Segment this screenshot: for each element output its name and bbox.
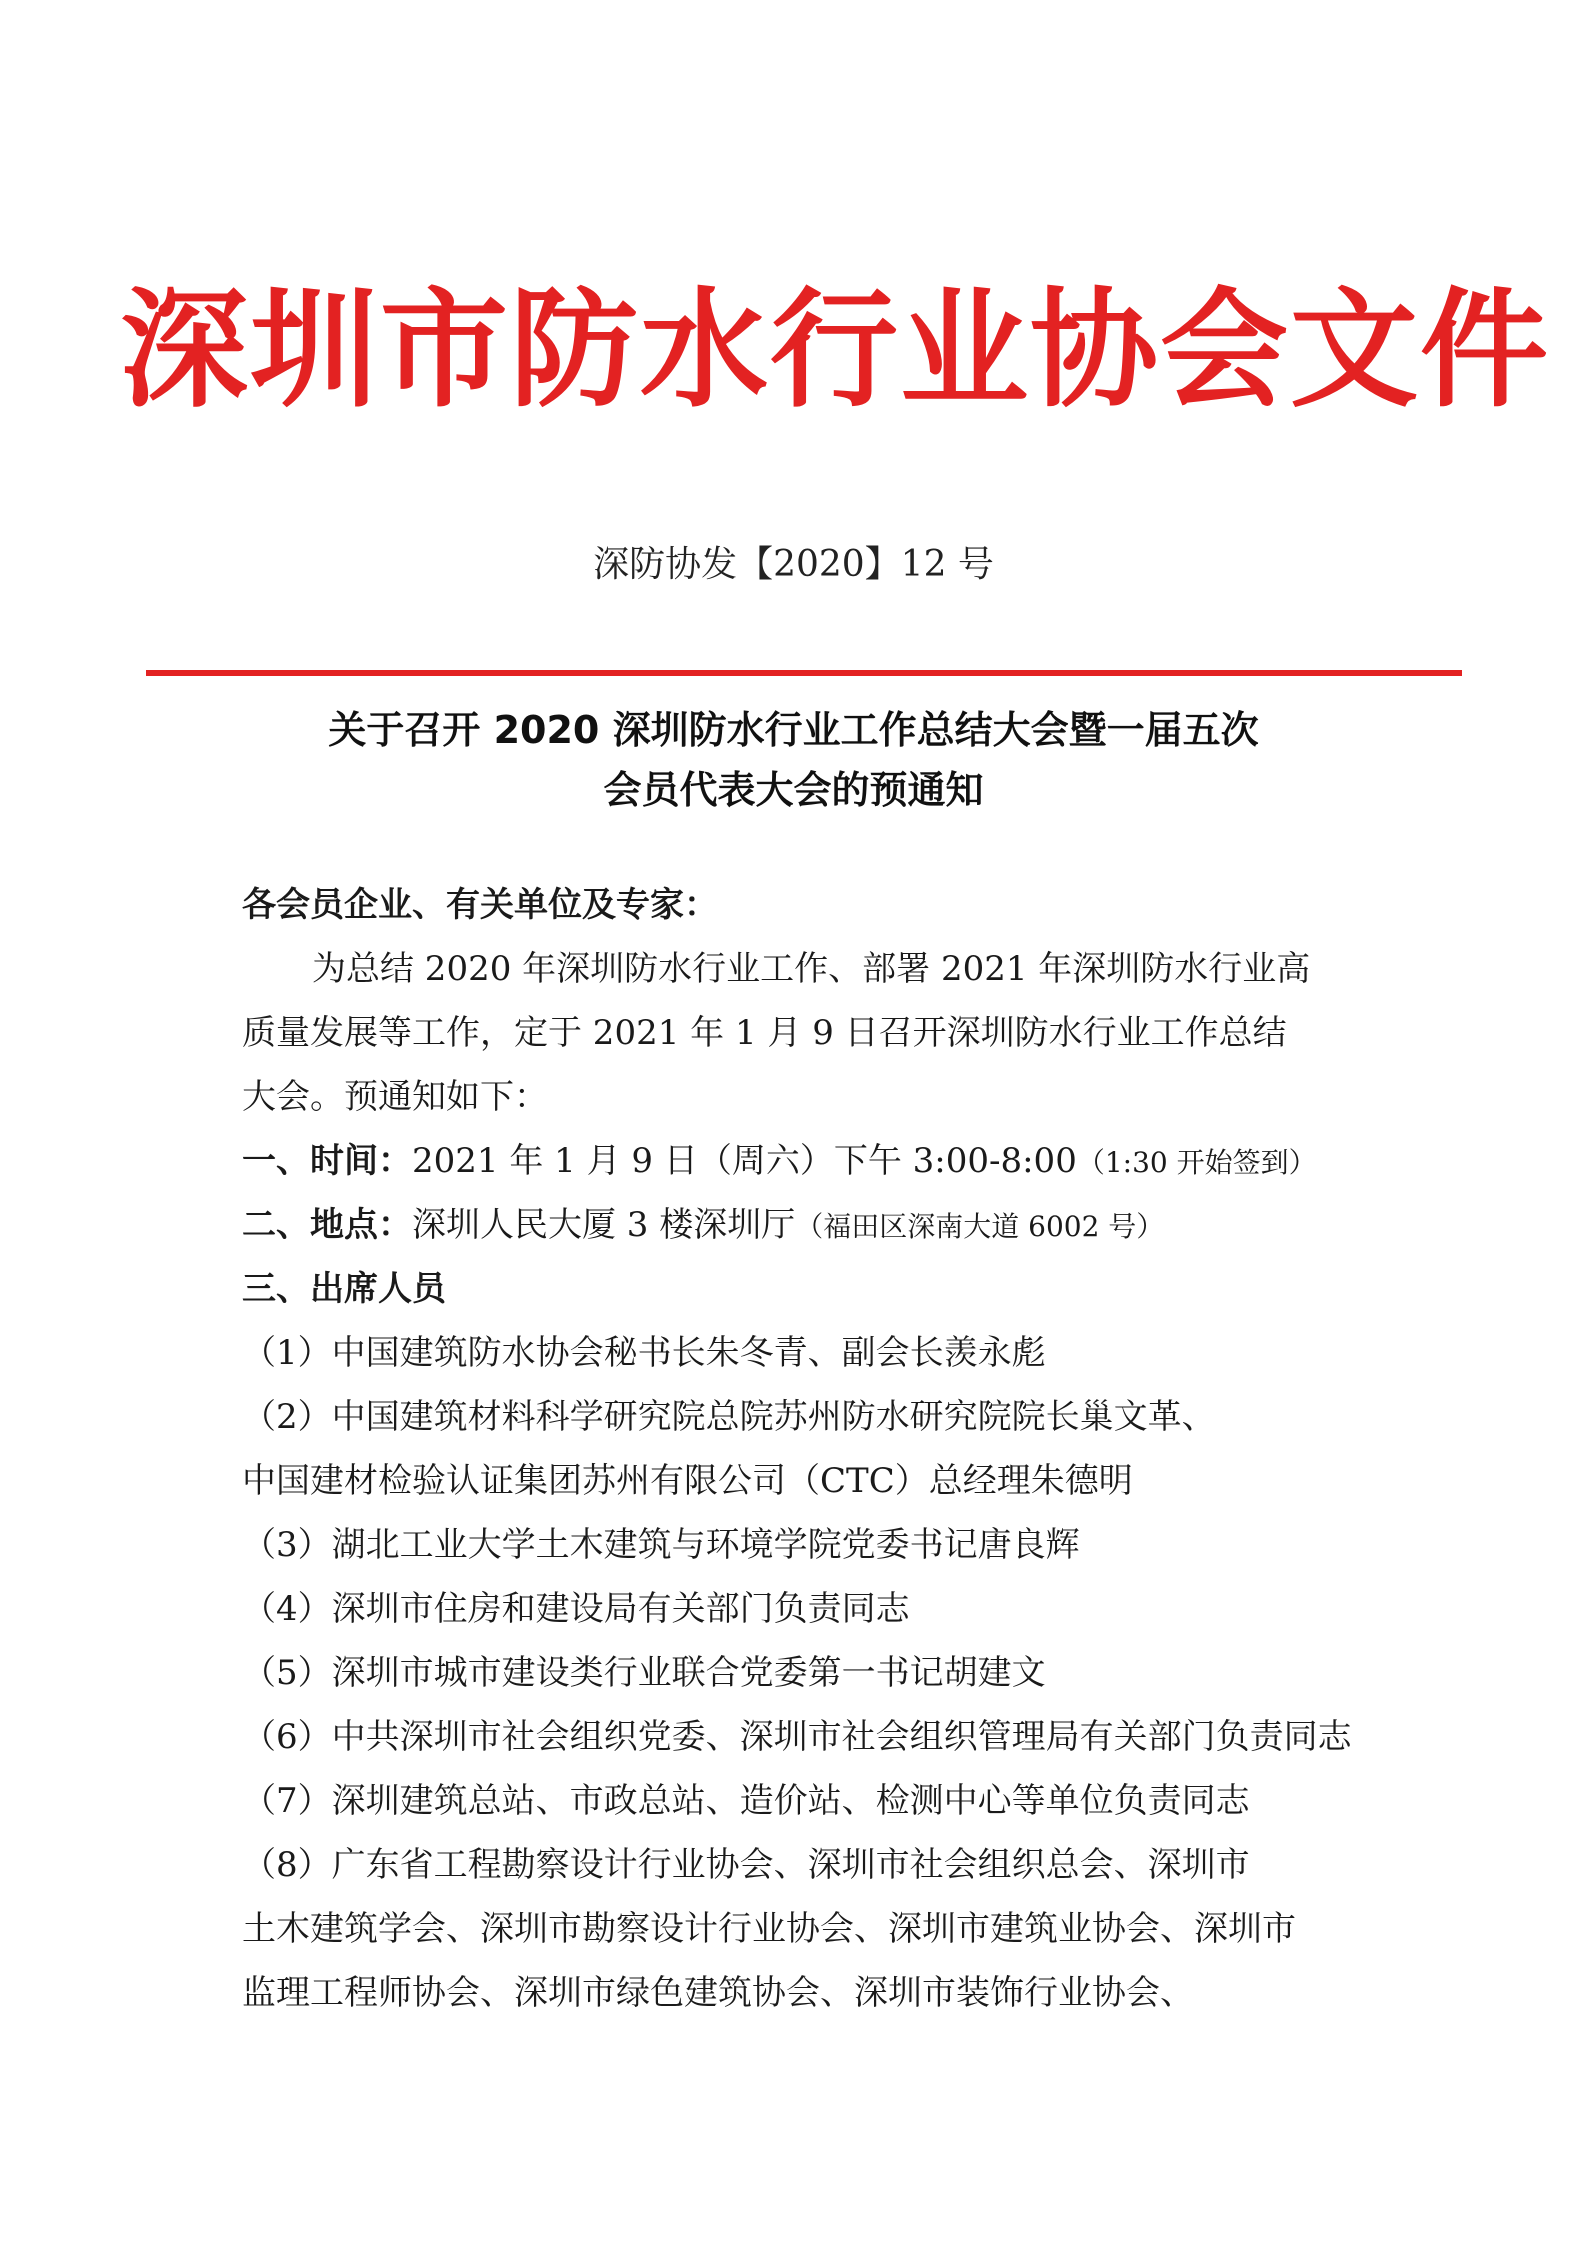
document-number: 深防协发【2020】12 号	[593, 544, 994, 585]
masthead-title: 深圳市防水行业协会文件	[120, 275, 1551, 425]
notice-title	[200, 700, 1387, 820]
time-row	[242, 1136, 1317, 1186]
attendees-heading: 三、出席人员	[242, 1269, 446, 1309]
attendee-item-8c: 监理工程师协会、深圳市绿色建筑协会、深圳市装饰行业协会、	[242, 1973, 1194, 2013]
place-note: （福田区深南大道 6002 号）	[795, 1210, 1165, 1243]
time-value: 2021 年 1 月 9 日（周六）下午 3:00-8:00	[412, 1141, 1077, 1181]
intro-line-2: 质量发展等工作，定于 2021 年 1 月 9 日召开深圳防水行业工作总结	[242, 1013, 1287, 1053]
place-row	[242, 1200, 1164, 1250]
place-value: 深圳人民大厦 3 楼深圳厅	[412, 1205, 796, 1245]
attendee-item-8b: 土木建筑学会、深圳市勘察设计行业协会、深圳市建筑业协会、深圳市	[242, 1909, 1296, 1949]
intro-line-3: 大会。预通知如下：	[242, 1077, 548, 1117]
attendee-item-8a: （8）广东省工程勘察设计行业协会、深圳市社会组织总会、深圳市	[242, 1845, 1250, 1885]
salutation: 各会员企业、有关单位及专家：	[242, 885, 718, 925]
attendee-item-5: （5）深圳市城市建设类行业联合党委第一书记胡建文	[242, 1653, 1046, 1693]
attendee-item-6: （6）中共深圳市社会组织党委、深圳市社会组织管理局有关部门负责同志	[242, 1717, 1352, 1757]
attendee-item-1: （1）中国建筑防水协会秘书长朱冬青、副会长羡永彪	[242, 1333, 1046, 1373]
intro-line-1: 为总结 2020 年深圳防水行业工作、部署 2021 年深圳防水行业高	[312, 949, 1311, 989]
place-label: 二、地点：	[242, 1205, 412, 1245]
attendee-item-2b: 中国建材检验认证集团苏州有限公司（CTC）总经理朱德明	[242, 1461, 1133, 1501]
red-divider-line	[146, 670, 1462, 676]
notice-title-line-2: 会员代表大会的预通知	[603, 768, 984, 812]
attendee-item-4: （4）深圳市住房和建设局有关部门负责同志	[242, 1589, 910, 1629]
attendee-item-7: （7）深圳建筑总站、市政总站、造价站、检测中心等单位负责同志	[242, 1781, 1250, 1821]
time-label: 一、时间：	[242, 1141, 412, 1181]
time-note: （1:30 开始签到）	[1076, 1146, 1317, 1179]
attendee-item-2a: （2）中国建筑材料科学研究院总院苏州防水研究院院长巢文革、	[242, 1397, 1216, 1437]
notice-title-line-1: 关于召开 2020 深圳防水行业工作总结大会暨一届五次	[328, 708, 1259, 752]
attendee-item-3: （3）湖北工业大学土木建筑与环境学院党委书记唐良辉	[242, 1525, 1080, 1565]
